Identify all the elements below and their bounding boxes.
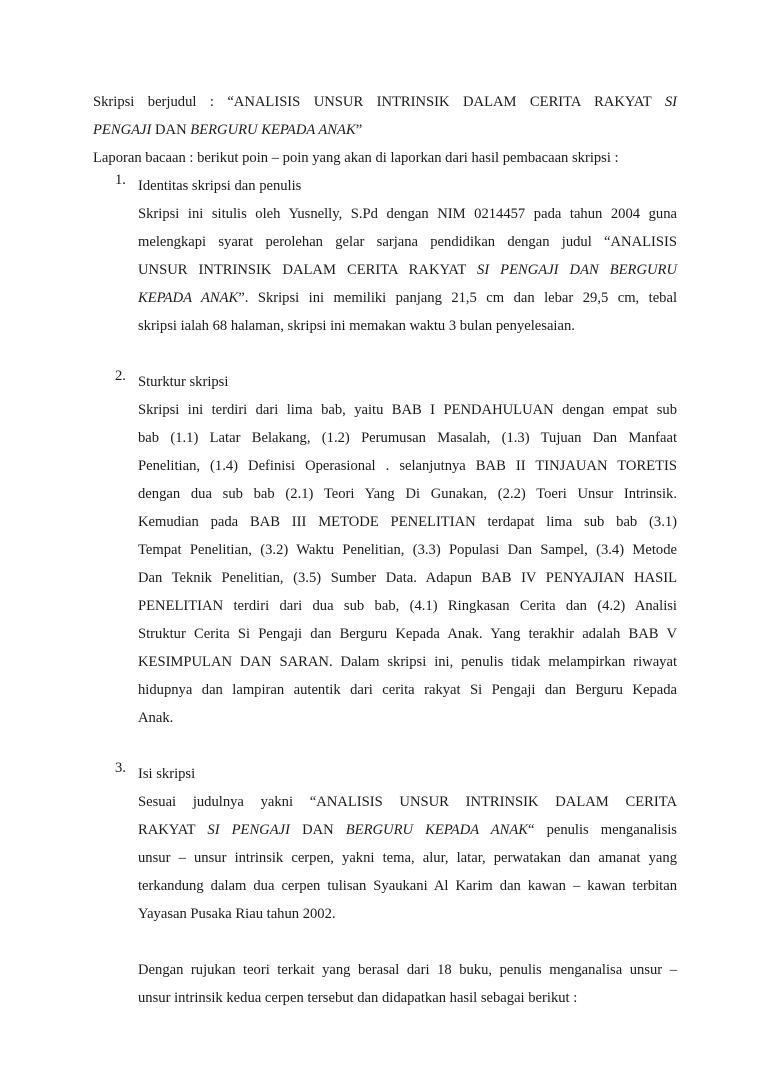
- paragraph-line: Skripsi ini situlis oleh Yusnelly, S.Pd dengan NIM 0214457 pada tahun 2004 guna: [138, 206, 677, 222]
- list-number: 2.: [115, 368, 126, 384]
- list-number: 3.: [115, 760, 126, 776]
- paragraph-line: unsur – unsur intrinsik cerpen, yakni tema, alur, latar, perwatakan dan amanat yang: [138, 850, 677, 866]
- paragraph-line: unsur intrinsik kedua cerpen tersebut dan didapatkan hasil sebagai berikut :: [138, 990, 578, 1006]
- paragraph-line: PENELITIAN terdiri dari dua sub bab, (4.1) Ringkasan Cerita dan (4.2) Analisi: [138, 598, 677, 614]
- paragraph-line: skripsi ialah 68 halaman, skripsi ini memakan waktu 3 bulan penyelesaian.: [138, 318, 575, 334]
- paragraph-line: Anak.: [138, 710, 174, 726]
- paragraph-line: UNSUR INTRINSIK DALAM CERITA RAKYAT SI PENGAJI DAN BERGURU: [138, 262, 678, 278]
- item-heading: Isi skripsi: [138, 766, 196, 782]
- title-line-2: PENGAJI DAN BERGURU KEPADA ANAK”: [93, 122, 363, 138]
- item-heading: Sturktur skripsi: [138, 374, 229, 390]
- paragraph-line: Yayasan Pusaka Riau tahun 2002.: [138, 906, 336, 922]
- item-heading: Identitas skripsi dan penulis: [138, 178, 302, 194]
- paragraph-line: Tempat Penelitian, (3.2) Waktu Penelitian, (3.3) Populasi Dan Sampel, (3.4) Metode: [138, 542, 677, 558]
- title-line-1: Skripsi berjudul : “ANALISIS UNSUR INTRINSIK DALAM CERITA RAKYAT SI: [93, 94, 677, 110]
- report-line: Laporan bacaan : berikut poin – poin yang akan di laporkan dari hasil pembacaan skripsi :: [93, 150, 619, 166]
- paragraph-line: Struktur Cerita Si Pengaji dan Berguru Kepada Anak. Yang terakhir adalah BAB V: [138, 626, 677, 642]
- paragraph-line: Kemudian pada BAB III METODE PENELITIAN terdapat lima sub bab (3.1): [138, 514, 677, 530]
- paragraph-line: KEPADA ANAK”. Skripsi ini memiliki panjang 21,5 cm dan lebar 29,5 cm, tebal: [138, 290, 678, 306]
- paragraph-line: KESIMPULAN DAN SARAN. Dalam skripsi ini, penulis tidak melampirkan riwayat: [138, 654, 677, 670]
- list-item-isi: [93, 760, 677, 1012]
- paragraph-line: melengkapi syarat perolehan gelar sarjana pendidikan dengan judul “ANALISIS: [138, 234, 677, 250]
- list-item-struktur: [93, 368, 677, 732]
- paragraph-line: Dengan rujukan teori terkait yang berasal dari 18 buku, penulis menganalisa unsur –: [138, 962, 677, 978]
- list-item-identitas: [93, 172, 677, 340]
- list-number: 1.: [115, 172, 126, 188]
- paragraph-line: Penelitian, (1.4) Definisi Operasional . selanjutnya BAB II TINJAUAN TORETIS: [138, 458, 677, 474]
- paragraph-line: Sesuai judulnya yakni “ANALISIS UNSUR INTRINSIK DALAM CERITA: [138, 794, 677, 810]
- paragraph-line: hidupnya dan lampiran autentik dari cerita rakyat Si Pengaji dan Berguru Kepada: [138, 682, 677, 698]
- paragraph-line: terkandung dalam dua cerpen tulisan Syaukani Al Karim dan kawan – kawan terbitan: [138, 878, 677, 894]
- document-page: [93, 88, 677, 1012]
- paragraph-line: Dan Teknik Penelitian, (3.5) Sumber Data. Adapun BAB IV PENYAJIAN HASIL: [138, 570, 677, 586]
- paragraph-line: dengan dua sub bab (2.1) Teori Yang Di Gunakan, (2.2) Toeri Unsur Intrinsik.: [138, 486, 677, 502]
- paragraph-line: Skripsi ini terdiri dari lima bab, yaitu BAB I PENDAHULUAN dengan empat sub: [138, 402, 677, 418]
- paragraph-line: RAKYAT SI PENGAJI DAN BERGURU KEPADA ANAK“ penulis menganalisis: [138, 822, 677, 838]
- paragraph-line: bab (1.1) Latar Belakang, (1.2) Perumusan Masalah, (1.3) Tujuan Dan Manfaat: [138, 430, 677, 446]
